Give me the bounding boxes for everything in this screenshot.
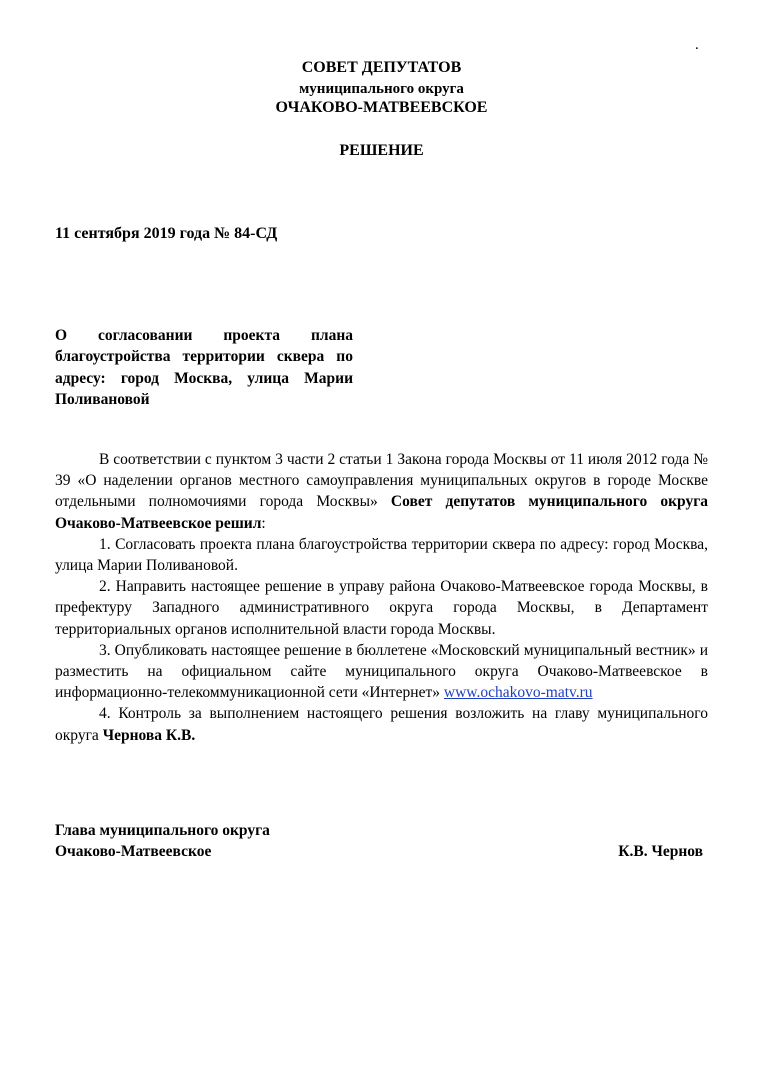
date-and-number: 11 сентября 2019 года № 84-СД bbox=[55, 225, 278, 242]
signature-title-line2: Очаково-Матвеевское bbox=[55, 843, 212, 860]
signature-name: К.В. Чернов bbox=[618, 843, 703, 860]
corner-mark: . bbox=[695, 37, 699, 53]
preamble-text: В соответствии с пунктом 3 части 2 статьи 1 Закона города Москвы от 11 июля 2012 года № 39 «О наделении органов местного самоуправления муниципальных округов в городе Москве отдельными полномочиями города Москвы» bbox=[55, 451, 708, 511]
signature-title-line1: Глава муниципального округа bbox=[55, 822, 270, 839]
document-body bbox=[55, 449, 708, 746]
item-1: 1. Согласовать проекта плана благоустройства территории сквера по адресу: город Москва, улица Марии Поливановой. bbox=[55, 535, 708, 575]
item-3 bbox=[55, 640, 708, 704]
website-link[interactable]: www.ochakovo-matv.ru bbox=[443, 684, 593, 702]
item-4-text: 4. Контроль за выполнением настоящего решения возложить на главу муниципального округа bbox=[55, 705, 708, 744]
item-2: 2. Направить настоящее решение в управу района Очаково-Матвеевское города Москвы, в префектуру Западного административного округа города Москвы, в Департамент территориальных органов исполнительной власти города Москвы. bbox=[55, 578, 708, 638]
preamble-decision: Совет депутатов муниципального округа Очаково-Матвеевское решил bbox=[55, 493, 708, 532]
preamble-colon: : bbox=[261, 514, 266, 532]
item-3-text: 3. Опубликовать настоящее решение в бюллетене «Московский муниципальный вестник» и разместить на официальном сайте муниципального округа Очаково-Матвеевское в информационно-телекоммуникационной сети «Интернет» bbox=[55, 641, 708, 702]
item-4-name: Чернова К.В. bbox=[102, 726, 196, 744]
preamble-paragraph bbox=[55, 449, 708, 534]
district-name: ОЧАКОВО-МАТВЕЕВСКОЕ bbox=[275, 99, 488, 116]
document-subject: О согласовании проекта плана благоустройства территории сквера по адресу: город Москва, улица Марии Поливановой bbox=[55, 327, 353, 409]
council-title: СОВЕТ ДЕПУТАТОВ bbox=[301, 59, 462, 76]
council-subtitle: муниципального округа bbox=[299, 81, 464, 97]
item-4 bbox=[55, 703, 708, 745]
document-type: РЕШЕНИЕ bbox=[339, 142, 424, 159]
